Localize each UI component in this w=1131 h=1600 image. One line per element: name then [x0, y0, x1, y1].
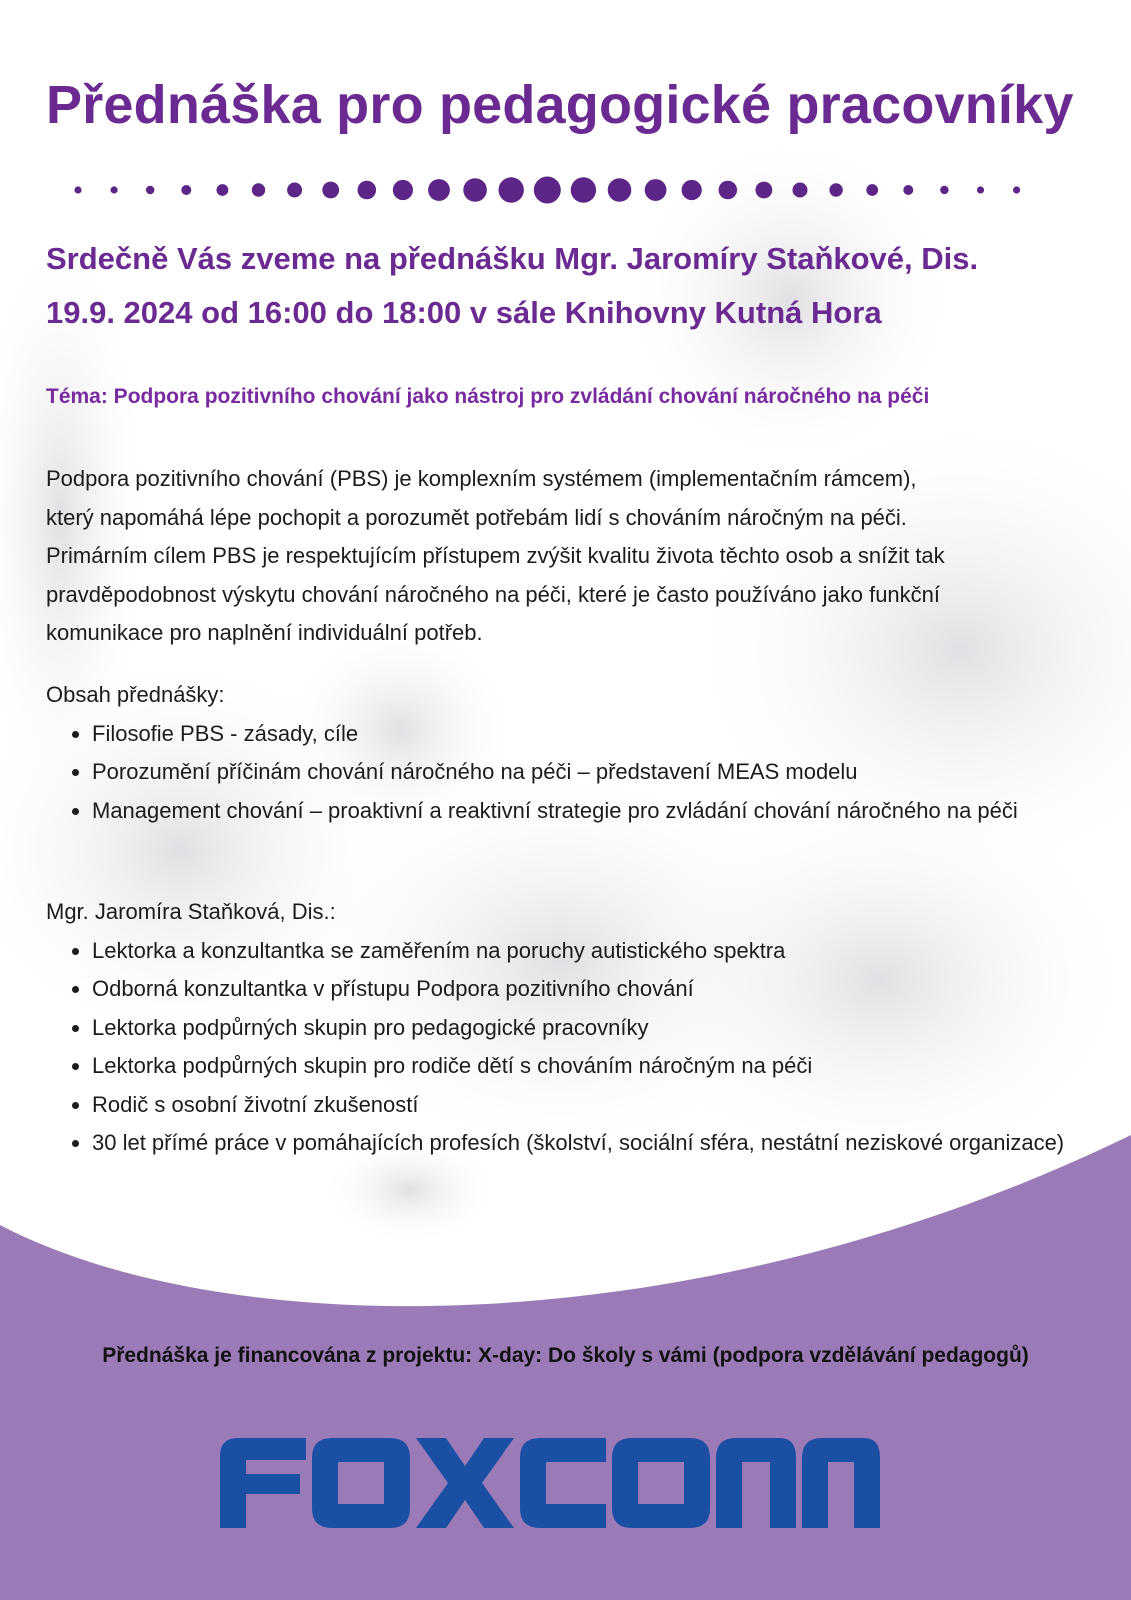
event-date-place: 19.9. 2024 od 16:00 do 18:00 v sále Knihovny Kutná Hora	[46, 295, 882, 330]
divider-dot	[252, 183, 265, 196]
divider-dot	[571, 177, 596, 202]
lecture-topic: Téma: Podpora pozitivního chování jako nástroj pro zvládání chování náročného na péči	[46, 385, 930, 408]
bullet-icon	[72, 986, 79, 993]
divider-dot	[903, 185, 913, 195]
list-item: Filosofie PBS - zásady, cíle	[46, 715, 1091, 754]
divider-dot	[111, 186, 118, 193]
description-line: pravděpodobnost výskytu chování náročného na péči, které je často používáno jako funkční	[46, 581, 941, 607]
description-line: komunikace pro naplnění individuální potřeb.	[46, 620, 483, 645]
divider-dot	[829, 183, 842, 196]
bullet-icon	[72, 731, 79, 738]
divider-dot	[977, 186, 984, 193]
divider-dot	[287, 183, 302, 198]
bullet-icon	[72, 1102, 79, 1109]
divider-dot	[719, 181, 738, 200]
decorative-dot-divider	[0, 170, 1131, 210]
divider-dot	[940, 186, 948, 194]
divider-dot	[463, 178, 487, 202]
list-item: Lektorka podpůrných skupin pro rodiče dětí s chováním náročným na péči	[46, 1047, 1091, 1086]
bullet-icon	[72, 1025, 79, 1032]
divider-dot	[358, 181, 377, 200]
divider-dot	[428, 179, 450, 201]
divider-dot	[534, 177, 561, 204]
bullet-icon	[72, 1140, 79, 1147]
foxconn-logo	[220, 1438, 880, 1528]
lecturer-list	[46, 932, 1091, 1163]
bullet-icon	[72, 769, 79, 776]
logo-text: FOXCONN	[547, 1498, 553, 1499]
divider-dot	[793, 183, 808, 198]
bullet-icon	[72, 808, 79, 815]
bullet-icon	[72, 948, 79, 955]
list-item: 30 let přímé práce v pomáhajících profesích (školství, sociální sféra, nestátní neziskové organizace)	[46, 1124, 1091, 1163]
divider-dot	[322, 182, 339, 199]
list-item: Management chování – proaktivní a reaktivní strategie pro zvládání chování náročného na péči	[46, 792, 1091, 831]
description-paragraph	[46, 460, 1091, 653]
divider-dot	[74, 186, 81, 193]
invitation	[46, 232, 978, 340]
description-line: Primárním cílem PBS je respektujícím přístupem zvýšit kvalitu života těchto osob a snížit tak	[46, 543, 945, 568]
divider-dot	[866, 184, 878, 196]
list-item: Lektorka a konzultantka se zaměřením na poruchy autistického spektra	[46, 932, 1091, 971]
divider-dot	[645, 179, 667, 201]
divider-dot	[146, 186, 154, 194]
divider-dot	[682, 180, 702, 200]
contents-heading: Obsah přednášky:	[46, 682, 225, 707]
divider-dot	[499, 177, 524, 202]
lecture-contents	[46, 676, 1091, 830]
page-title: Přednáška pro pedagogické pracovníky	[46, 75, 1074, 135]
lecturer-profile	[46, 893, 1091, 1163]
divider-dot	[217, 184, 229, 196]
funding-note: Přednáška je financována z projektu: X-day: Do školy s vámi (podpora vzdělávání pedagogů)	[102, 1344, 1029, 1367]
divider-dot	[1013, 186, 1020, 193]
divider-dot	[393, 180, 413, 200]
list-item: Odborná konzultantka v přístupu Podpora pozitivního chování	[46, 970, 1091, 1009]
description-line: Podpora pozitivního chování (PBS) je komplexním systémem (implementačním rámcem),	[46, 466, 917, 491]
contents-list	[46, 715, 1091, 831]
list-item: Porozumění příčinám chování náročného na péči – představení MEAS modelu	[46, 753, 1091, 792]
bullet-icon	[72, 1063, 79, 1070]
divider-dot	[756, 182, 773, 199]
divider-dot	[608, 178, 632, 202]
divider-dot	[181, 185, 191, 195]
list-item: Rodič s osobní životní zkušeností	[46, 1086, 1091, 1125]
lecturer-heading: Mgr. Jaromíra Staňková, Dis.:	[46, 899, 336, 924]
list-item: Lektorka podpůrných skupin pro pedagogické pracovníky	[46, 1009, 1091, 1048]
invitation-line: Srdečně Vás zveme na přednášku Mgr. Jaromíry Staňkové, Dis.	[46, 241, 979, 276]
description-line: který napomáhá lépe pochopit a porozumět potřebám lidí s chováním náročným na péči.	[46, 504, 907, 530]
